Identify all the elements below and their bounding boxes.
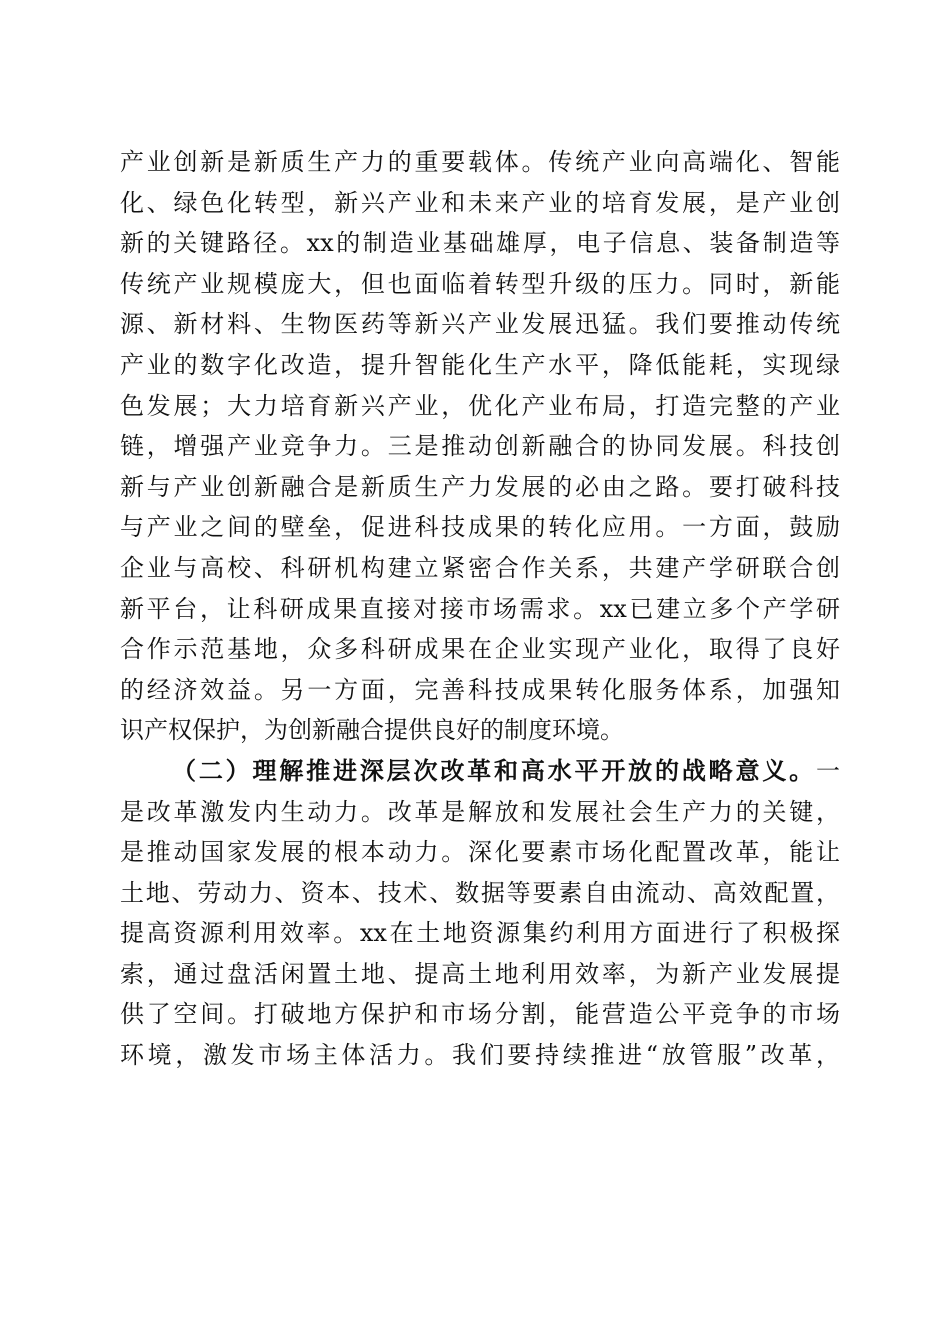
section-heading-line — [120, 751, 840, 792]
text-line: 新的关键路径。xx的制造业基础雄厚，电子信息、装备制造等 — [120, 229, 840, 258]
text-line: 环境，激发市场主体活力。我们要持续推进“放管服”改革， — [120, 1041, 840, 1070]
paragraph-industrial-innovation — [120, 142, 840, 751]
text-line: 源、新材料、生物医药等新兴产业发展迅猛。我们要推动传统 — [120, 310, 840, 339]
text-line: 土地、劳动力、资本、技术、数据等要素自由流动、高效配置， — [120, 878, 840, 907]
text-line: 的经济效益。另一方面，完善科技成果转化服务体系，加强知 — [120, 675, 840, 704]
text-line: 与产业之间的壁垒，促进科技成果的转化应用。一方面，鼓励 — [120, 513, 840, 542]
paragraph-reform-opening — [120, 751, 840, 1076]
text-line: 新平台，让科研成果直接对接市场需求。xx已建立多个产学研 — [120, 594, 840, 623]
heading-tail-text: 一 — [816, 756, 840, 785]
text-line: 索，通过盘活闲置土地、提高土地利用效率，为新产业发展提 — [120, 959, 840, 988]
text-line: 识产权保护，为创新融合提供良好的制度环境。 — [120, 716, 624, 745]
text-line: 供了空间。打破地方保护和市场分割，能营造公平竞争的市场 — [120, 1000, 840, 1029]
text-line: 提高资源利用效率。xx在土地资源集约利用方面进行了积极探 — [120, 919, 840, 948]
text-line: 是改革激发内生动力。改革是解放和发展社会生产力的关键， — [120, 797, 840, 826]
text-line: 产业创新是新质生产力的重要载体。传统产业向高端化、智能 — [120, 148, 840, 176]
text-line: 是推动国家发展的根本动力。深化要素市场化配置改革，能让 — [120, 838, 840, 867]
document-body — [120, 142, 840, 1076]
text-line: 色发展；大力培育新兴产业，优化产业布局，打造完整的产业 — [120, 391, 840, 420]
text-line: 新与产业创新融合是新质生产力发展的必由之路。要打破科技 — [120, 472, 840, 501]
text-line: 产业的数字化改造，提升智能化生产水平，降低能耗，实现绿 — [120, 350, 840, 379]
text-line: 传统产业规模庞大，但也面临着转型升级的压力。同时，新能 — [120, 269, 840, 298]
text-line: 化、绿色化转型，新兴产业和未来产业的培育发展，是产业创 — [120, 188, 840, 217]
text-line: 链，增强产业竞争力。三是推动创新融合的协同发展。科技创 — [120, 432, 840, 461]
section-heading: （二）理解推进深层次改革和高水平开放的战略意义。 — [172, 755, 816, 785]
text-line: 企业与高校、科研机构建立紧密合作关系，共建产学研联合创 — [120, 553, 840, 582]
text-line: 合作示范基地，众多科研成果在企业实现产业化，取得了良好 — [120, 635, 840, 664]
